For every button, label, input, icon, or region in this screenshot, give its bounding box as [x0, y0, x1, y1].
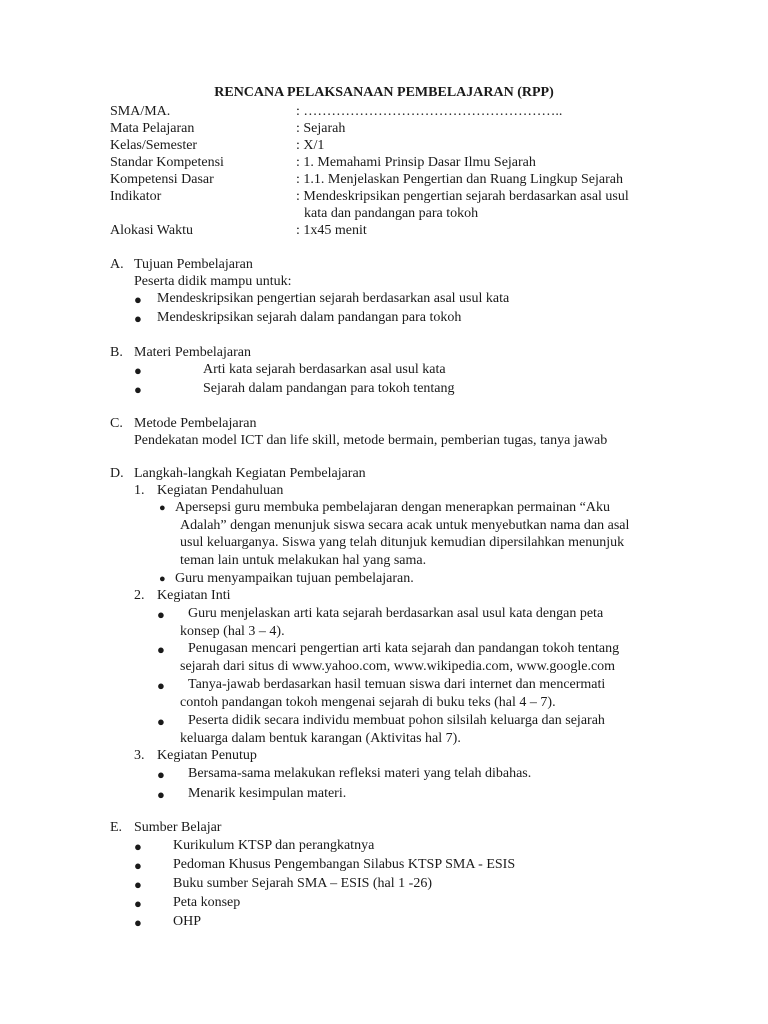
field-label: Kompetensi Dasar: [110, 172, 214, 187]
section-a-intro: Peserta didik mampu untuk:: [134, 274, 292, 289]
section-b-heading: Materi Pembelajaran: [134, 345, 252, 360]
step-number: 2.: [134, 588, 145, 603]
list-item: Mendeskripsikan sejarah dalam pandangan para tokoh: [157, 310, 462, 325]
document-title: RENCANA PELAKSANAAN PEMBELAJARAN (RPP): [214, 85, 554, 100]
bullet-icon: ●: [159, 502, 166, 514]
section-b-marker: B.: [110, 345, 123, 360]
step-heading: Kegiatan Pendahuluan: [157, 483, 284, 498]
step-number: 1.: [134, 483, 145, 498]
field-subject: [110, 120, 345, 137]
section-c-heading: Metode Pembelajaran: [134, 416, 257, 431]
step-item: [180, 712, 605, 747]
bullet-icon: ●: [134, 292, 142, 307]
step-item-line: Penugasan mencari pengertian arti kata sejarah dan pandangan tokoh tentang: [188, 641, 620, 656]
bullet-icon: ●: [134, 363, 142, 378]
section-d-heading: Langkah-langkah Kegiatan Pembelajaran: [134, 466, 366, 481]
step-item-line: Peserta didik secara individu membuat pohon silsilah keluarga dan sejarah: [188, 713, 605, 728]
bullet-icon: ●: [134, 382, 142, 397]
section-d-marker: D.: [110, 466, 124, 481]
list-item: Arti kata sejarah berdasarkan asal usul kata: [203, 362, 446, 377]
step-item: [180, 605, 603, 640]
section-a-marker: A.: [110, 257, 124, 272]
bullet-icon: ●: [134, 839, 142, 854]
field-indicator: [110, 188, 629, 205]
field-value: : 1. Memahami Prinsip Dasar Ilmu Sejarah: [296, 155, 536, 170]
section-a-heading: Tujuan Pembelajaran: [134, 257, 253, 272]
list-item: Pedoman Khusus Pengembangan Silabus KTSP SMA - ESIS: [173, 857, 516, 872]
field-school: [110, 103, 562, 120]
field-standard-competency: [110, 154, 536, 171]
list-item: Kurikulum KTSP dan perangkatnya: [173, 838, 375, 853]
section-c-marker: C.: [110, 416, 123, 431]
field-basic-competency: [110, 171, 623, 188]
step-heading: Kegiatan Penutup: [157, 748, 257, 763]
step-item-line: Guru menjelaskan arti kata sejarah berdasarkan asal usul kata dengan peta: [188, 606, 604, 621]
section-c-text: Pendekatan model ICT dan life skill, metode bermain, pemberian tugas, tanya jawab: [134, 433, 608, 448]
list-item: Buku sumber Sejarah SMA – ESIS (hal 1 -26): [173, 876, 432, 891]
step-item: [175, 499, 629, 569]
field-label: Alokasi Waktu: [110, 223, 193, 238]
bullet-icon: ●: [134, 915, 142, 930]
step-item: [180, 676, 605, 711]
list-item: OHP: [173, 914, 202, 929]
step-item-line: Tanya-jawab berdasarkan hasil temuan siswa dari internet dan mencermati: [188, 677, 606, 692]
step-heading: Kegiatan Inti: [157, 588, 231, 603]
field-label: SMA/MA.: [110, 104, 171, 119]
field-label: Kelas/Semester: [110, 138, 198, 153]
bullet-icon: ●: [159, 573, 166, 585]
step-item-line: usul keluarganya. Siswa yang telah ditunjuk kemudian dipersilahkan menunjuk: [180, 535, 625, 550]
bullet-icon: ●: [157, 607, 165, 622]
bullet-icon: ●: [157, 787, 165, 802]
step-item-line: sejarah dari situs di www.yahoo.com, www.wikipedia.com, www.google.com: [180, 658, 616, 674]
bullet-icon: ●: [157, 678, 165, 693]
field-time-allocation: [110, 222, 367, 239]
step-item: Menarik kesimpulan materi.: [188, 786, 347, 801]
bullet-icon: ●: [134, 858, 142, 873]
field-label: Mata Pelajaran: [110, 121, 195, 136]
step-item-line: Adalah” dengan menunjuk siswa secara acak untuk menyebutkan nama dan asal: [180, 517, 630, 533]
field-indicator-continued: kata dan pandangan para tokoh: [304, 206, 479, 221]
field-value: : X/1: [296, 138, 325, 153]
step-item-line: keluarga dalam bentuk karangan (Aktivitas hal 7).: [180, 730, 461, 746]
step-item-line: konsep (hal 3 – 4).: [180, 623, 285, 639]
bullet-icon: ●: [134, 311, 142, 326]
field-class-semester: [110, 137, 324, 154]
field-value: : 1x45 menit: [296, 223, 367, 238]
field-value: : Sejarah: [296, 121, 346, 136]
step-item: Guru menyampaikan tujuan pembelajaran.: [175, 571, 414, 586]
step-item: [180, 640, 619, 675]
field-value: : 1.1. Menjelaskan Pengertian dan Ruang Lingkup Sejarah: [296, 172, 623, 187]
list-item: Peta konsep: [173, 895, 241, 910]
field-label: Standar Kompetensi: [110, 155, 224, 170]
bullet-icon: ●: [157, 642, 165, 657]
step-number: 3.: [134, 748, 145, 763]
section-e-heading: Sumber Belajar: [134, 820, 222, 835]
field-value: : Mendeskripsikan pengertian sejarah berdasarkan asal usul: [296, 189, 629, 204]
bullet-icon: ●: [157, 767, 165, 782]
list-item: Sejarah dalam pandangan para tokoh tentang: [203, 381, 455, 396]
list-item: Mendeskripsikan pengertian sejarah berdasarkan asal usul kata: [157, 291, 510, 306]
bullet-icon: ●: [157, 714, 165, 729]
step-item: Bersama-sama melakukan refleksi materi yang telah dibahas.: [188, 766, 532, 781]
bullet-icon: ●: [134, 877, 142, 892]
step-item-line: Apersepsi guru membuka pembelajaran dengan menerapkan permainan “Aku: [175, 500, 610, 515]
bullet-icon: ●: [134, 896, 142, 911]
step-item-line: teman lain untuk melakukan hal yang sama.: [180, 552, 427, 568]
step-item-line: contoh pandangan tokoh mengenai sejarah di buku teks (hal 4 – 7).: [180, 694, 556, 710]
field-label: Indikator: [110, 189, 162, 204]
section-e-marker: E.: [110, 820, 123, 835]
field-value: : ………………………………………………..: [296, 104, 563, 119]
